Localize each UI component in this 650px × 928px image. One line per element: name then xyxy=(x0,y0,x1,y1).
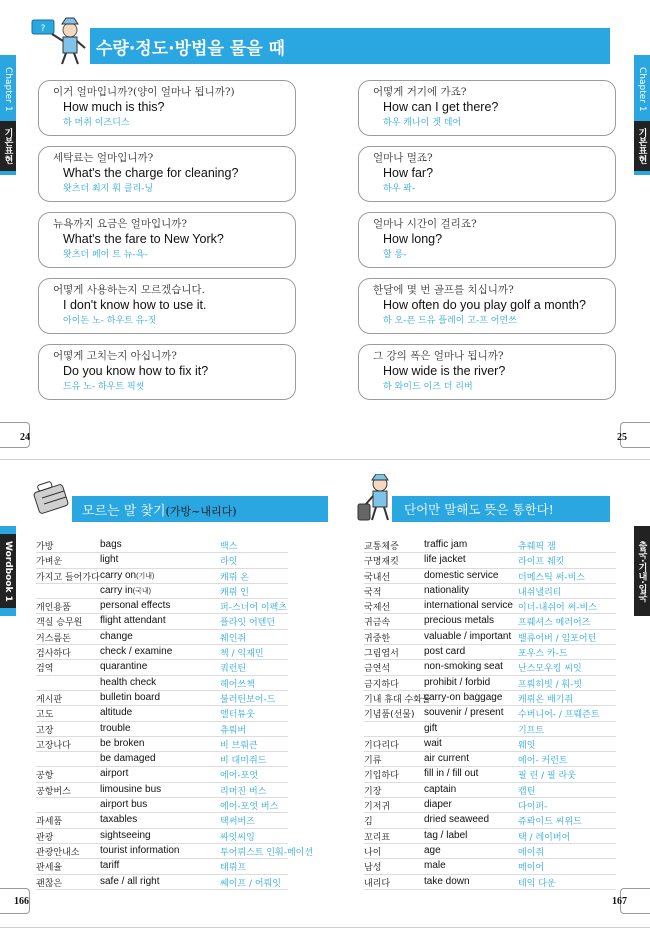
word-pronunciation: 쿼런틴 xyxy=(220,664,247,675)
word-pronunciation: 프뤄히빗 / 훠-빗 xyxy=(518,679,583,690)
word-english xyxy=(100,707,132,718)
word-english-text: precious metals xyxy=(424,615,495,627)
word-row xyxy=(36,767,288,782)
word-english xyxy=(424,860,446,871)
phrase-pronunciation: 하 머취 이즈디스 xyxy=(63,118,130,128)
word-korean: 그림엽서 xyxy=(364,649,399,660)
phrase-korean: 어떻게 고치는지 아십니까? xyxy=(53,350,177,362)
word-english-text: non-smoking seat xyxy=(424,661,503,673)
phrase-korean: 얼마나 멀죠? xyxy=(373,152,433,164)
word-english-text: flight attendant xyxy=(100,615,166,627)
word-row xyxy=(364,844,616,859)
word-english-text: captain xyxy=(424,783,457,795)
word-row xyxy=(364,691,616,706)
word-row xyxy=(36,829,288,844)
word-korean: 기입하다 xyxy=(364,771,399,782)
word-english-text: air current xyxy=(424,753,470,765)
word-pronunciation: 웨잇 xyxy=(518,740,536,751)
word-pronunciation: 쥬롸이드 씨위드 xyxy=(518,817,582,828)
phrase-english: Do you know how to fix it? xyxy=(63,364,209,378)
top-spread xyxy=(0,0,650,460)
word-korean: 금연석 xyxy=(364,664,391,675)
word-korean: 관광안내소 xyxy=(36,847,80,858)
word-english xyxy=(424,723,437,734)
word-pronunciation: 라잇 xyxy=(220,557,238,568)
word-english xyxy=(100,554,118,565)
phrase-english: I don't know how to use it. xyxy=(63,298,207,312)
word-korean: 고장 xyxy=(36,725,54,736)
word-korean: 괜찮은 xyxy=(36,878,63,889)
bottom-spread xyxy=(0,466,650,928)
left-chapter-tab-text: Chapter 1 xyxy=(3,66,13,112)
word-row xyxy=(36,660,288,675)
word-korean: 검사하다 xyxy=(36,649,71,660)
traveler-icon xyxy=(356,474,398,524)
word-english xyxy=(100,615,166,626)
word-english-text: life jacket xyxy=(424,554,466,566)
word-korean: 관광 xyxy=(36,832,54,843)
right-chapter-tab xyxy=(634,55,650,175)
word-korean: 내리다 xyxy=(364,878,391,889)
word-pronunciation: 필 린 / 필 라웃 xyxy=(518,771,576,782)
word-english-text: carry in xyxy=(100,584,133,596)
word-row xyxy=(36,722,288,737)
word-english xyxy=(100,738,144,749)
word-korean: 기념품(선물) xyxy=(364,710,415,721)
word-english-text: male xyxy=(424,860,446,872)
word-row xyxy=(36,844,314,859)
word-english-text: taxables xyxy=(100,814,138,826)
page-number-left: 166 xyxy=(14,896,29,907)
word-english-text: light xyxy=(100,554,119,566)
word-english xyxy=(100,600,170,611)
word-pronunciation: 비 대미쥐드 xyxy=(220,756,267,767)
word-english xyxy=(100,784,161,795)
word-pronunciation: 캡틴 xyxy=(518,786,536,797)
word-korean: 금지하다 xyxy=(364,679,399,690)
word-korean: 가지고 들어가다 xyxy=(36,572,100,583)
word-pronunciation: 퍼-스너어 이펙츠 xyxy=(220,603,287,614)
word-english-text: bulletin board xyxy=(100,691,161,703)
phrase-card xyxy=(358,146,616,202)
phrase-english: How can I get there? xyxy=(383,100,499,114)
word-pronunciation: 메이어 xyxy=(518,863,545,874)
word-row xyxy=(36,584,288,599)
word-pronunciation: 츄뤄버 xyxy=(220,725,247,736)
mascot-icon xyxy=(28,14,88,66)
word-row xyxy=(364,813,616,828)
phrase-card xyxy=(358,80,616,136)
phrase-pronunciation: 왓츠더 페어 트 뉴-욕- xyxy=(63,250,148,260)
wordbook-right-banner-title: 단어만 말해도 뜻은 통한다! xyxy=(404,502,554,517)
wordbook-left-title: 모르는 말 찾기 xyxy=(82,504,166,519)
word-pronunciation: 에어-포엇 버스 xyxy=(220,802,279,813)
phrase-card xyxy=(38,146,296,202)
word-english-text: carry-on baggage xyxy=(424,691,503,703)
word-row xyxy=(36,813,288,828)
word-english xyxy=(424,768,478,779)
word-pronunciation: 캐뤼 온 xyxy=(220,572,249,583)
word-english xyxy=(100,799,147,810)
word-english xyxy=(424,814,489,825)
top-banner-title: 수량·정도·방법을 물을 때 xyxy=(96,39,285,59)
word-pronunciation: 백스 xyxy=(220,542,238,552)
word-row xyxy=(36,706,288,721)
phrase-card xyxy=(38,344,296,400)
word-row xyxy=(364,737,616,752)
word-row xyxy=(364,783,616,798)
word-row xyxy=(364,875,616,890)
phrase-korean: 얼마나 시간이 걸리죠? xyxy=(373,218,477,230)
word-english-text: altitude xyxy=(100,707,133,719)
word-pronunciation: 에어-포엇 xyxy=(220,771,259,782)
word-korean: 기저귀 xyxy=(364,802,391,813)
word-english-text: airport xyxy=(100,768,129,780)
word-row xyxy=(364,859,616,874)
word-english xyxy=(100,876,159,887)
word-korean: 고도 xyxy=(36,710,54,721)
word-english-text: health check xyxy=(100,676,157,688)
word-korean: 기다리다 xyxy=(364,740,399,751)
word-row xyxy=(364,829,616,844)
word-row xyxy=(36,645,288,660)
word-english-note: (국내) xyxy=(132,587,151,595)
word-english xyxy=(100,661,147,672)
word-pronunciation: 헤어쓰첵 xyxy=(220,679,255,690)
word-english xyxy=(424,692,502,703)
word-english-text: be broken xyxy=(100,737,145,749)
word-pronunciation: 앨터튜웃 xyxy=(220,710,255,721)
word-row xyxy=(36,553,288,568)
word-row xyxy=(364,614,616,629)
word-english xyxy=(424,570,498,581)
phrase-korean: 어떻게 사용하는지 모르겠습니다. xyxy=(53,284,206,296)
word-korean: 과세품 xyxy=(36,817,63,828)
phrase-pronunciation: 왓츠더 최지 훠 클리-닝 xyxy=(63,184,154,194)
word-korean: 고장나다 xyxy=(36,740,71,751)
phrase-korean: 뉴욕까지 요금은 얼마입니까? xyxy=(53,218,188,230)
word-english xyxy=(100,646,172,657)
word-english xyxy=(100,845,179,856)
phrase-pronunciation: 하 와이드 이즈 더 리버 xyxy=(383,382,473,392)
phrase-english: What's the fare to New York? xyxy=(63,232,224,246)
word-korean: 귀금속 xyxy=(364,618,391,629)
word-row xyxy=(364,706,616,721)
word-pronunciation: 쎄이프 / 어뤄잇 xyxy=(220,878,281,889)
word-row xyxy=(364,599,616,614)
wordbook-left-subtitle: (가방~내리다) xyxy=(165,505,237,518)
word-english-text: personal effects xyxy=(100,600,171,612)
word-pronunciation: 포우스 카-드 xyxy=(518,649,568,660)
word-pronunciation: 이너-내쉬어 써-비스 xyxy=(518,603,597,614)
word-korean: 기장 xyxy=(364,786,382,797)
word-korean: 관세율 xyxy=(36,863,63,874)
word-row xyxy=(36,676,288,691)
word-english xyxy=(424,738,442,749)
phrase-card xyxy=(38,80,296,136)
word-english xyxy=(100,830,151,841)
word-english xyxy=(424,585,469,596)
word-row xyxy=(364,798,616,813)
word-korean: 귀중한 xyxy=(364,633,391,644)
phrase-pronunciation: 할 롱- xyxy=(383,250,407,260)
word-pronunciation: 싸잇씨잉 xyxy=(220,832,255,843)
word-english xyxy=(424,876,470,887)
word-english-text: wait xyxy=(424,737,442,749)
word-english xyxy=(424,646,465,657)
phrase-korean: 이거 얼마입니까?(양이 얼마나 됩니까?) xyxy=(53,86,235,98)
word-pronunciation: 다이퍼- xyxy=(518,802,548,813)
wordbook-right-tab-text: 출국·기내·입국 xyxy=(636,540,647,602)
word-pronunciation: 불러틴보어-드 xyxy=(220,694,276,705)
wordbook-left-banner-title xyxy=(82,500,237,519)
word-pronunciation: 에어- 커런트 xyxy=(518,756,568,767)
word-row xyxy=(36,737,288,752)
word-english-text: limousine bus xyxy=(100,783,162,795)
word-english-text: bags xyxy=(100,539,122,550)
word-korean: 공항버스 xyxy=(36,786,71,797)
word-english-text: airport bus xyxy=(100,799,148,811)
word-korean: 국제선 xyxy=(364,603,391,614)
word-english xyxy=(100,860,119,871)
word-english-text: dried seaweed xyxy=(424,814,490,826)
word-english xyxy=(424,615,494,626)
word-korean: 기내 휴대 수화물 xyxy=(364,694,431,705)
word-korean: 검역 xyxy=(36,664,54,675)
phrase-korean: 한달에 몇 번 골프를 치십니까? xyxy=(373,284,514,296)
word-pronunciation: 첵 / 익재민 xyxy=(220,649,264,660)
word-english-text: quarantine xyxy=(100,661,148,673)
word-english-text: traffic jam xyxy=(424,539,468,550)
word-row xyxy=(364,767,616,782)
word-pronunciation: 기프트 xyxy=(518,725,545,736)
word-row xyxy=(36,569,288,584)
word-english xyxy=(100,723,131,734)
page-number-right: 167 xyxy=(612,896,627,907)
word-english xyxy=(424,661,503,672)
phrase-english: How often do you play golf a month? xyxy=(383,298,586,312)
word-korean: 교통체증 xyxy=(364,542,399,552)
word-english-text: valuable / important xyxy=(424,630,512,642)
word-korean: 구명재킷 xyxy=(364,557,399,568)
word-english xyxy=(424,600,513,611)
word-english xyxy=(424,753,469,764)
word-english-text: safe / all right xyxy=(100,875,160,887)
word-pronunciation: 캐뤼 인 xyxy=(220,587,249,598)
word-english xyxy=(424,799,452,810)
phrase-pronunciation: 하우 캐나이 겟 데어 xyxy=(383,118,462,128)
word-english-text: age xyxy=(424,844,441,856)
wordbook-left-tab xyxy=(0,526,16,616)
phrase-korean: 세탁료는 얼마입니까? xyxy=(53,152,154,164)
word-english xyxy=(424,784,456,795)
page-number-right: 25 xyxy=(617,432,627,443)
phrase-english: How much is this? xyxy=(63,100,165,114)
wordbook-left-tab-text: Wordbook 1 xyxy=(0,534,16,608)
word-row xyxy=(364,630,616,645)
word-korean: 개인용품 xyxy=(36,603,71,614)
word-english-text: check / examine xyxy=(100,646,173,658)
word-row xyxy=(364,584,616,599)
word-english xyxy=(100,631,133,642)
word-english-text: tariff xyxy=(100,860,120,872)
word-pronunciation: 태뤼프 xyxy=(220,863,247,874)
word-english-text: prohibit / forbid xyxy=(424,676,491,688)
word-row xyxy=(36,538,288,553)
phrase-english: How long? xyxy=(383,232,443,246)
word-row xyxy=(364,645,616,660)
right-chapter-tab-text: Chapter 1 xyxy=(637,66,647,112)
phrase-pronunciation: 아이돈 노- 하우트 유-짓 xyxy=(63,316,157,326)
word-english-note: (기내) xyxy=(136,572,155,580)
word-pronunciation: 프뤠셔스 메러어즈 xyxy=(518,618,591,629)
word-pronunciation: 밸류어버 / 임포어턴 xyxy=(518,633,597,644)
left-chapter-tab-label: 기본표현 xyxy=(0,121,16,171)
phrase-card xyxy=(38,278,296,334)
word-row xyxy=(36,859,288,874)
word-english-text: take down xyxy=(424,875,470,887)
word-english-text: tourist information xyxy=(100,844,180,856)
word-korean: 꼬리표 xyxy=(364,832,391,843)
word-korean: 김 xyxy=(364,817,373,828)
word-row xyxy=(364,660,616,675)
word-english-text: carry on xyxy=(100,569,137,581)
word-korean: 객실 승무원 xyxy=(36,618,83,629)
word-korean: 기류 xyxy=(364,756,382,767)
word-row xyxy=(36,783,288,798)
word-english xyxy=(424,707,504,718)
word-english xyxy=(424,677,490,688)
word-english-text: gift xyxy=(424,722,438,734)
word-english-text: souvenir / present xyxy=(424,707,504,719)
phrase-english: What's the charge for cleaning? xyxy=(63,166,239,180)
phrase-english: How far? xyxy=(383,166,434,180)
phrase-card xyxy=(358,212,616,268)
word-pronunciation: 내쉬낼리티 xyxy=(518,587,562,598)
word-korean: 가방 xyxy=(36,542,54,552)
word-english xyxy=(424,554,466,565)
word-row xyxy=(364,676,616,691)
word-english xyxy=(424,539,467,550)
word-english-text: domestic service xyxy=(424,569,499,581)
word-english xyxy=(100,692,160,703)
word-korean: 국적 xyxy=(364,587,382,598)
phrase-korean: 그 강의 폭은 얼마나 됩니까? xyxy=(373,350,504,362)
word-english xyxy=(100,768,128,779)
page-number-left: 24 xyxy=(20,432,30,443)
word-row xyxy=(36,630,288,645)
word-pronunciation: 택 / 레이버어 xyxy=(518,832,571,843)
word-korean: 나이 xyxy=(364,847,382,858)
word-row xyxy=(364,553,616,568)
phrase-pronunciation: 하 오-픈 드유 플레이 고-프 어먼쓰 xyxy=(383,316,517,326)
phrase-korean: 어떻게 거기에 가죠? xyxy=(373,86,467,98)
word-row xyxy=(36,691,288,706)
word-pronunciation: 츄뤠픽 잼 xyxy=(518,542,556,552)
word-korean: 공항 xyxy=(36,771,54,782)
word-english xyxy=(100,814,137,825)
word-english-text: post card xyxy=(424,646,466,658)
phrase-pronunciation: 하우 퐈- xyxy=(383,184,416,194)
word-row xyxy=(36,752,288,767)
word-english xyxy=(424,830,467,841)
word-row xyxy=(36,798,288,813)
word-pronunciation: 수버니어- / 프뤠즌트 xyxy=(518,710,600,721)
word-english xyxy=(100,677,156,688)
word-english xyxy=(424,631,511,642)
word-english-text: be damaged xyxy=(100,753,156,765)
word-row xyxy=(364,538,616,553)
word-english xyxy=(100,539,122,550)
word-english-text: nationality xyxy=(424,584,470,596)
word-row xyxy=(364,722,616,737)
word-korean: 남성 xyxy=(364,863,382,874)
word-pronunciation: 췌인쥐 xyxy=(220,633,247,644)
word-korean: 거스름돈 xyxy=(36,633,71,644)
left-chapter-tab xyxy=(0,55,16,175)
word-pronunciation: 택써버즈 xyxy=(220,817,255,828)
word-english-text: diaper xyxy=(424,799,452,811)
right-chapter-tab-label: 기본표현 xyxy=(634,121,650,171)
word-pronunciation: 리머진 버스 xyxy=(220,786,267,797)
word-row xyxy=(364,569,616,584)
word-english-text: tag / label xyxy=(424,829,468,841)
word-row xyxy=(36,875,288,890)
svg-text:?: ? xyxy=(40,24,46,34)
word-korean: 국내선 xyxy=(364,572,391,583)
word-korean: 가벼운 xyxy=(36,557,63,568)
wordbook-left-table xyxy=(36,538,314,890)
wordbook-right-tab xyxy=(634,526,650,616)
word-english-text: fill in / fill out xyxy=(424,768,479,780)
phrase-pronunciation: 드유 노- 하우트 픽씻 xyxy=(63,382,145,392)
phrase-card xyxy=(358,278,616,334)
phrase-english: How wide is the river? xyxy=(383,364,506,378)
word-row xyxy=(36,614,288,629)
word-pronunciation: 더메스틱 써-비스 xyxy=(518,572,585,583)
word-pronunciation: 라이프 췌킷 xyxy=(518,557,565,568)
word-row xyxy=(364,752,616,767)
word-pronunciation: 플라잇 어텐던 xyxy=(220,618,276,629)
word-pronunciation: 테익 다운 xyxy=(518,878,556,889)
phrase-card xyxy=(38,212,296,268)
word-english-text: international service xyxy=(424,600,513,612)
word-english-text: change xyxy=(100,630,133,642)
word-pronunciation: 캐뤼온 배기쥐 xyxy=(518,694,574,705)
word-english xyxy=(100,570,154,581)
word-english-text: trouble xyxy=(100,722,131,734)
word-english-text: sightseeing xyxy=(100,829,151,841)
luggage-icon xyxy=(30,474,76,518)
word-pronunciation: 난스모우킹 씨잇 xyxy=(518,664,582,675)
word-korean: 게시판 xyxy=(36,694,63,705)
word-english xyxy=(100,585,151,596)
word-row xyxy=(36,599,288,614)
word-pronunciation: 투어뤼스트 인훠-메이션 xyxy=(220,847,314,858)
phrase-card xyxy=(358,344,616,400)
word-pronunciation: 비 브뤄큰 xyxy=(220,740,258,751)
word-english xyxy=(100,753,156,764)
word-pronunciation: 에이쥐 xyxy=(518,847,545,858)
wordbook-right-table xyxy=(364,538,616,890)
word-english xyxy=(424,845,441,856)
